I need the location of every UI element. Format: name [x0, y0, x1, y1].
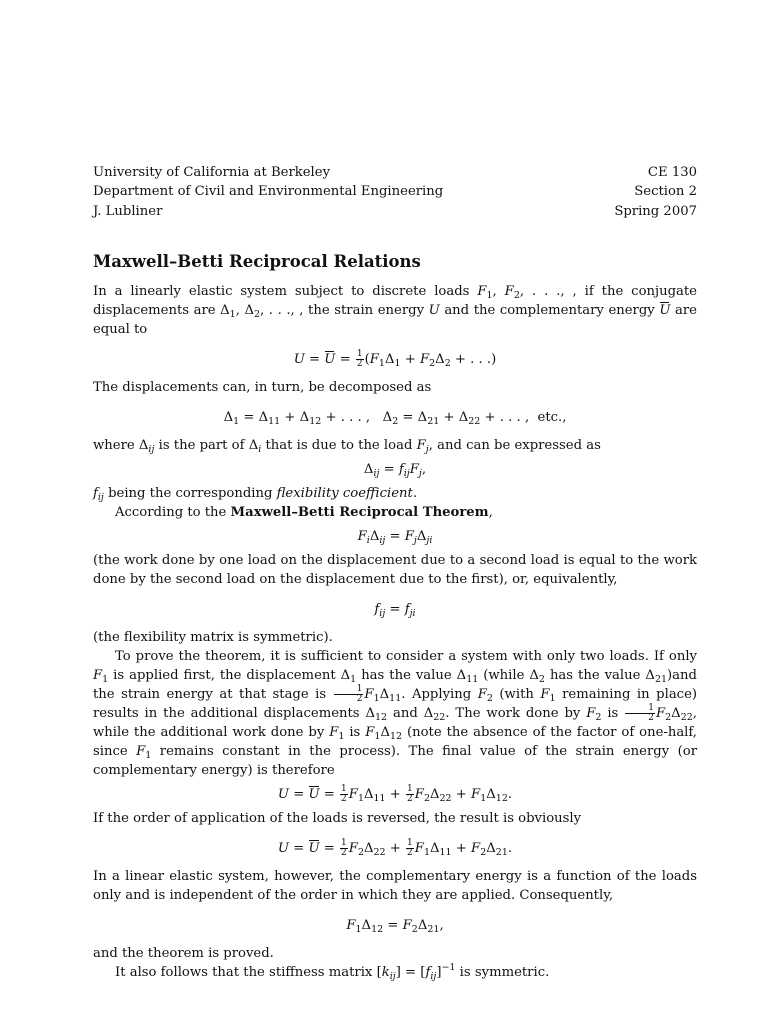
course-section: Section 2	[634, 184, 697, 200]
paragraph-proof: To prove the theorem, it is sufficient to consider a system with only two loads. If only $F_1$ is applied first, the displacement $\Delta_1$ has the value $\Delta_{11}$ (while $\Delta_2$ has the value $\Delta_{21})and$ the strain energy at that stage is $\frac{1}{2}$ $F_1\Delta_{11}$. Applying $F_2$ (with $F_1$ remaining in place) results in the additional displacements $\Delta_{12}$ and $\Delta_{22}$. The work done by $F_2$ is $\frac{1}{2}$ $F_2\Delta_{22}$, while the additional work done by $F_1$ is $F_1\Delta_{12}$ (note the absence of the factor of one-half, since $F_1$ remains constant in the process). The final value of the strain energy (or complementary energy) is therefore	[93, 648, 698, 778]
paragraph-decomposed: The displacements can, in turn, be decomposed as	[93, 379, 432, 395]
paragraph-flexibility: $f_{ij}$ being the corresponding flexibility coefficient.	[93, 485, 418, 503]
equation-energy-reversed: U = U = $\frac{1}{2}$ $F_2\Delta_{22}$ + $\frac{1}{2}$ $F_1\Delta_{11} + F_2\Delta_{21}$.	[277, 837, 513, 858]
department: Department of Civil and Environmental Engineering	[93, 184, 444, 200]
paragraph-reversed: If the order of application of the loads is reversed, the result is obviously	[93, 810, 582, 826]
course-number: CE 130	[647, 165, 697, 180]
document-header	[93, 163, 697, 221]
paragraph-work-note: (the work done by one load on the displacement due to a second load is equal to the work done by the second load on the displacement due to the first), or, equivalently,	[93, 552, 697, 587]
header-right	[614, 163, 697, 221]
equation-result: $F_1\Delta_{12} = F_2\Delta_{21}$,	[346, 917, 444, 935]
equation-energy: U = U = $\frac{1}{2}$ ($F_1\Delta_1 + F_2\Delta_2$ + . . .)	[293, 348, 497, 369]
equation-symmetry: $f_{ij} = f_{ji}$	[374, 601, 416, 619]
course-term: Spring 2007	[614, 203, 697, 219]
paragraph-intro: In a linearly elastic system subject to discrete loads $F_1$, $F_2$, . . ., , if the conjugate displacements are $\Delta_1$, $\Delta_2$, . . ., , the strain energy U and the complementary energy U are equal to	[93, 283, 697, 337]
flexibility-term: flexibility coefficient	[276, 485, 413, 501]
institution: University of California at Berkeley	[93, 165, 331, 180]
paragraph-where: where $\Delta_{ij}$ is the part of $\Delta_i$ that is due to the load $F_j$, and can be expressed as	[93, 437, 601, 455]
paragraph-according: According to the Maxwell–Betti Reciprocal Theorem,	[115, 504, 493, 520]
equation-flexibility: $\Delta_{ij} = f_{ij}F_j$,	[363, 461, 427, 479]
paragraph-proved: and the theorem is proved.	[93, 945, 274, 961]
equation-reciprocal: $F_i\Delta_{ij} = F_j\Delta_{ji}$	[357, 528, 433, 546]
paragraph-linear-note: In a linear elastic system, however, the complementary energy is a function of the loads only and is independent of the order in which they are applied. Consequently,	[93, 868, 697, 903]
author: J. Lubliner	[93, 203, 163, 219]
equation-energy-final: U = U = $\frac{1}{2}$ $F_1\Delta_{11}$ + $\frac{1}{2}$ $F_2\Delta_{22} + F_1\Delta_{12}$.	[277, 783, 513, 804]
document-page	[93, 163, 697, 982]
paragraph-stiffness: It also follows that the stiffness matrix $[k_{ij}] = [f_{ij}]^{-1}$ is symmetric.	[115, 961, 550, 982]
equation-decomposition: $\Delta_1 = \Delta_{11} + \Delta_{12}$ + . . . , $\Delta_2 = \Delta_{21} + \Delta_{22}$ + . . . , etc.,	[223, 409, 567, 427]
section-title: Maxwell–Betti Reciprocal Relations	[93, 251, 421, 271]
paragraph-symmetric-note: (the flexibility matrix is symmetric).	[93, 629, 333, 645]
header-left	[93, 163, 443, 221]
theorem-name: Maxwell–Betti Reciprocal Theorem	[230, 504, 489, 520]
